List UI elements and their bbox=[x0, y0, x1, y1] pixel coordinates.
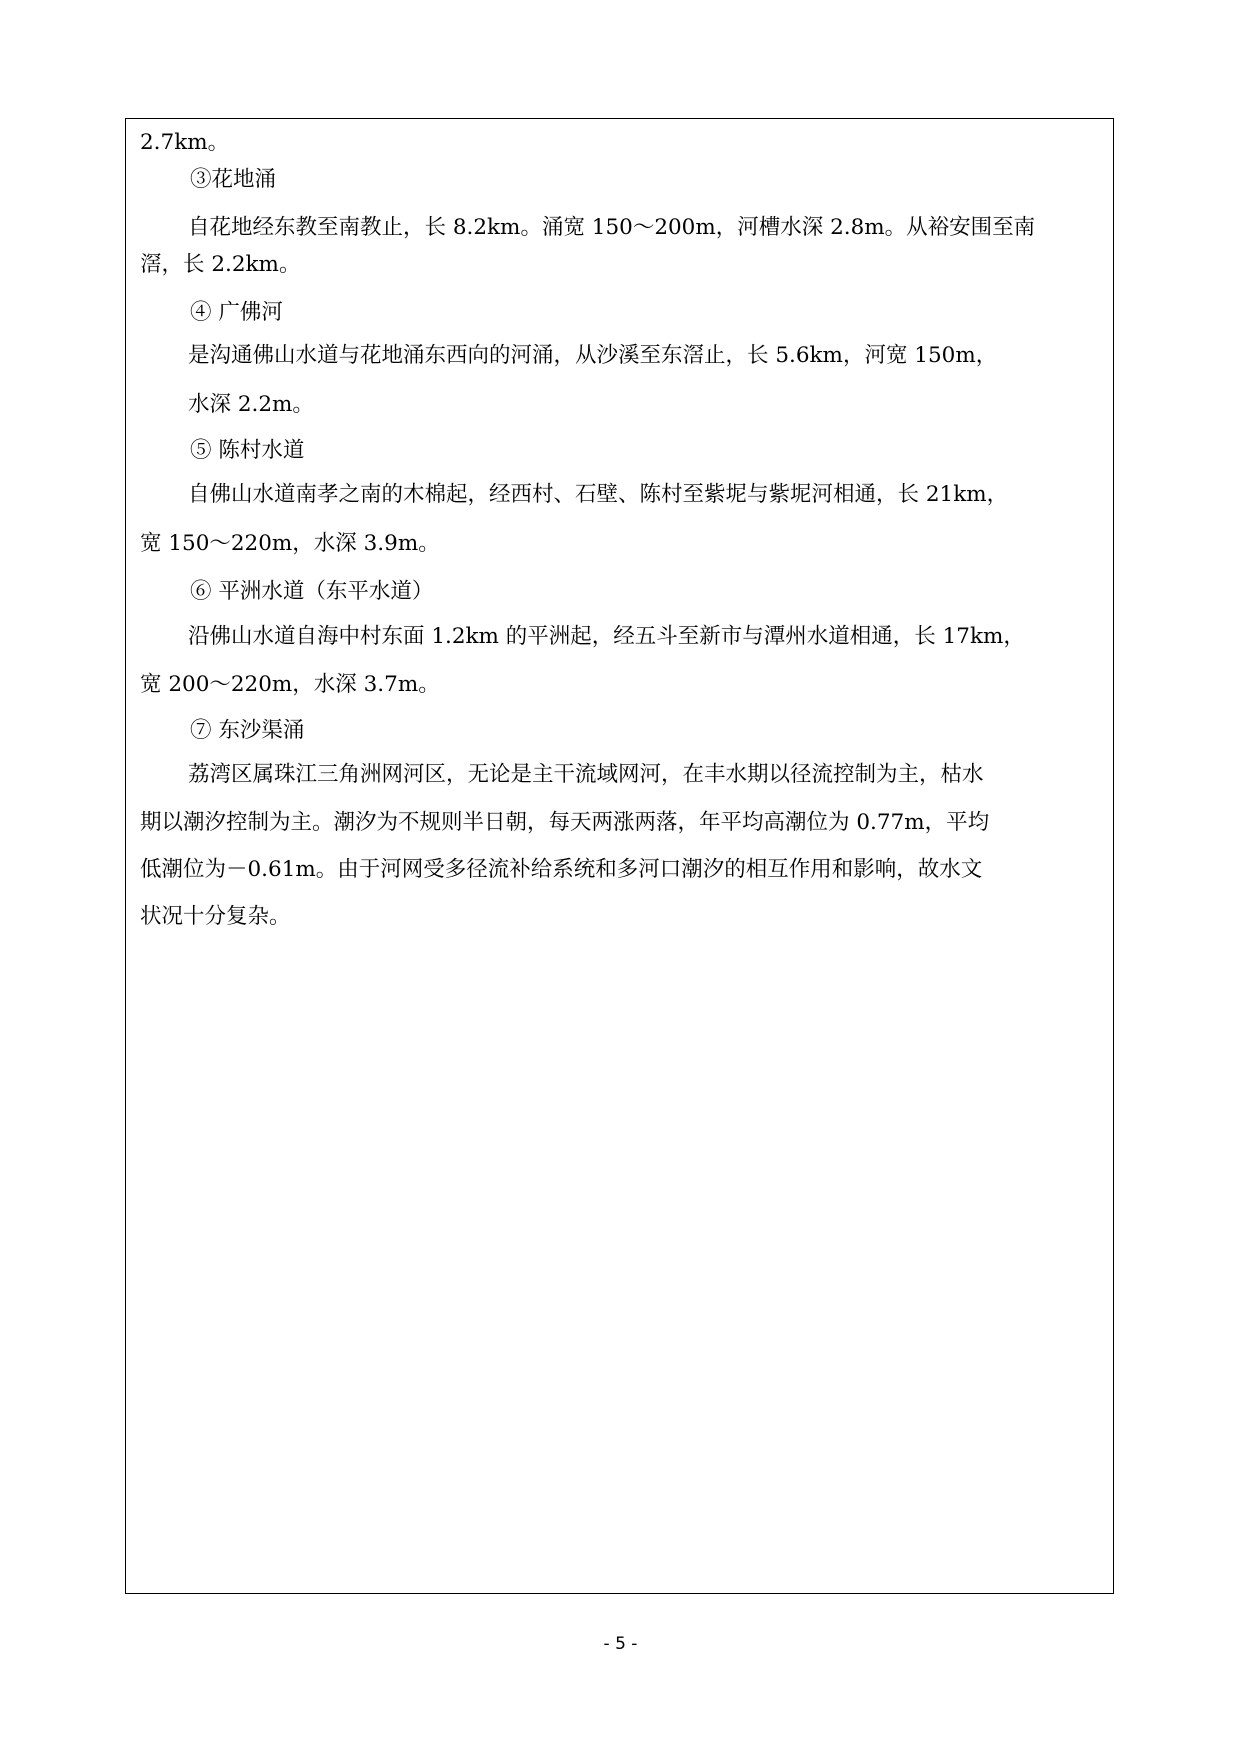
text-line: 沿佛山水道自海中村东面 1.2km 的平洲起，经五斗至新市与潭州水道相通，长 17km， bbox=[188, 624, 1025, 649]
section-heading: ④ 广佛河 bbox=[190, 300, 283, 325]
text-line: 自花地经东教至南教止，长 8.2km。涌宽 150～200m，河槽水深 2.8m。从裕安围至南 bbox=[188, 215, 1036, 240]
text-line: 状况十分复杂。 bbox=[140, 904, 291, 929]
text-line: 是沟通佛山水道与花地涌东西向的河涌，从沙溪至东滘止，长 5.6km，河宽 150m， bbox=[188, 343, 998, 368]
text-line: 荔湾区属珠江三角洲网河区，无论是主干流域网河，在丰水期以径流控制为主，枯水 bbox=[188, 762, 984, 787]
section-heading: ⑥ 平洲水道（东平水道） bbox=[190, 579, 434, 604]
section-heading: ⑦ 东沙渠涌 bbox=[190, 718, 305, 743]
text-line: 水深 2.2m。 bbox=[188, 392, 314, 417]
text-line: 宽 200～220m，水深 3.7m。 bbox=[140, 672, 440, 697]
text-line: 2.7km。 bbox=[140, 130, 230, 155]
section-heading: ⑤ 陈村水道 bbox=[190, 438, 305, 463]
text-line: 期以潮汐控制为主。潮汐为不规则半日朝，每天两涨两落，年平均高潮位为 0.77m，平均 bbox=[140, 810, 990, 835]
page-number: - 5 - bbox=[603, 1634, 638, 1654]
text-line: 自佛山水道南孝之南的木棉起，经西村、石壁、陈村至紫坭与紫坭河相通，长 21km， bbox=[188, 482, 1009, 507]
section-heading: ③花地涌 bbox=[190, 167, 277, 192]
text-line: 低潮位为－0.61m。由于河网受多径流补给系统和多河口潮汐的相互作用和影响，故水文 bbox=[140, 857, 983, 882]
text-line: 宽 150～220m，水深 3.9m。 bbox=[140, 531, 440, 556]
text-line: 滘，长 2.2km。 bbox=[140, 252, 301, 277]
